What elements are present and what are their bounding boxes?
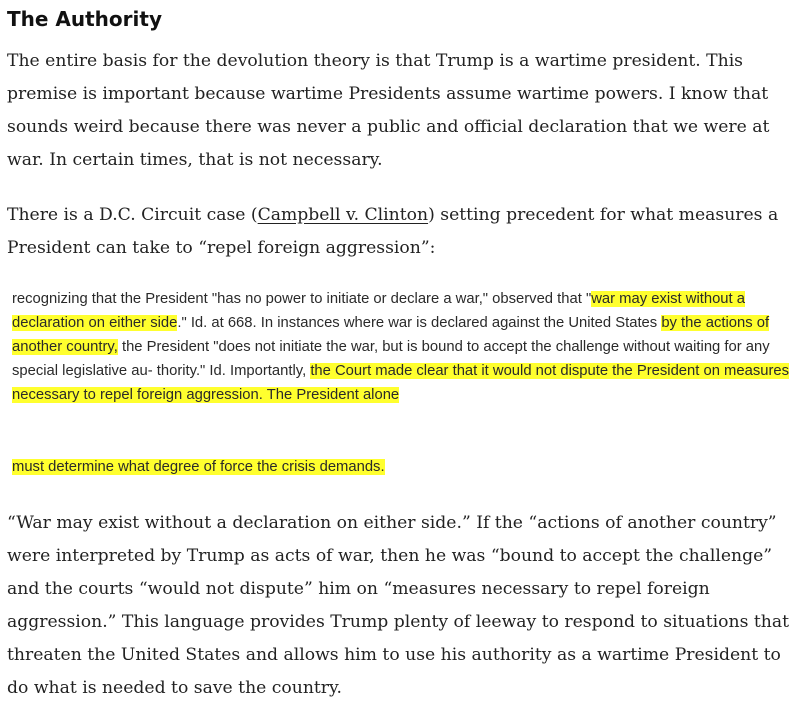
court-quote-continuation — [12, 455, 806, 479]
precedent-paragraph — [7, 199, 805, 265]
section-heading: The Authority — [7, 7, 162, 31]
quote-text-3: the President "does not initiate the war, but is bound to accept the challenge without waiting for any special legislative au- thority." Id. Importantly, — [12, 339, 770, 379]
precedent-text-before: There is a D.C. Circuit case ( — [7, 205, 258, 225]
court-quote-excerpt — [12, 287, 806, 407]
quote-highlight-3: the Court made clear that it would not dispute the President on measures necessary to repel foreign aggression. The President alone — [12, 363, 790, 403]
quote-highlight-2: by the actions of another country, — [12, 315, 770, 355]
quote-highlight-1: war may exist without a declaration on either side — [12, 291, 745, 331]
intro-paragraph: The entire basis for the devolution theory is that Trump is a wartime president. This premise is important because wartime Presidents assume wartime powers. I know that sounds weird because there was never a public and official declaration that we were at war. In certain times, that is not necessary. — [7, 51, 770, 170]
precedent-text-after: ) setting precedent for what measures a President can take to “repel foreign aggression”: — [7, 205, 779, 258]
analysis-paragraph: “War may exist without a declaration on either side.” If the “actions of another country” were interpreted by Trump as acts of war, then he was “bound to accept the challenge” and the courts “would not dispute” him on “measures necessary to repel foreign aggression.” This language provides Trump plenty of leeway to respond to situations that threaten the United States and allows him to use his authority as a wartime President to do what is needed to save the country. — [7, 513, 790, 698]
campbell-v-clinton-link[interactable]: Campbell v. Clinton — [257, 205, 429, 225]
quote-text-2: ." Id. at 668. In instances where war is declared against the United States — [177, 315, 662, 331]
quote-highlight-4: must determine what degree of force the crisis demands. — [12, 459, 385, 475]
quote-text-1: recognizing that the President "has no power to initiate or declare a war," observed that " — [12, 291, 592, 307]
